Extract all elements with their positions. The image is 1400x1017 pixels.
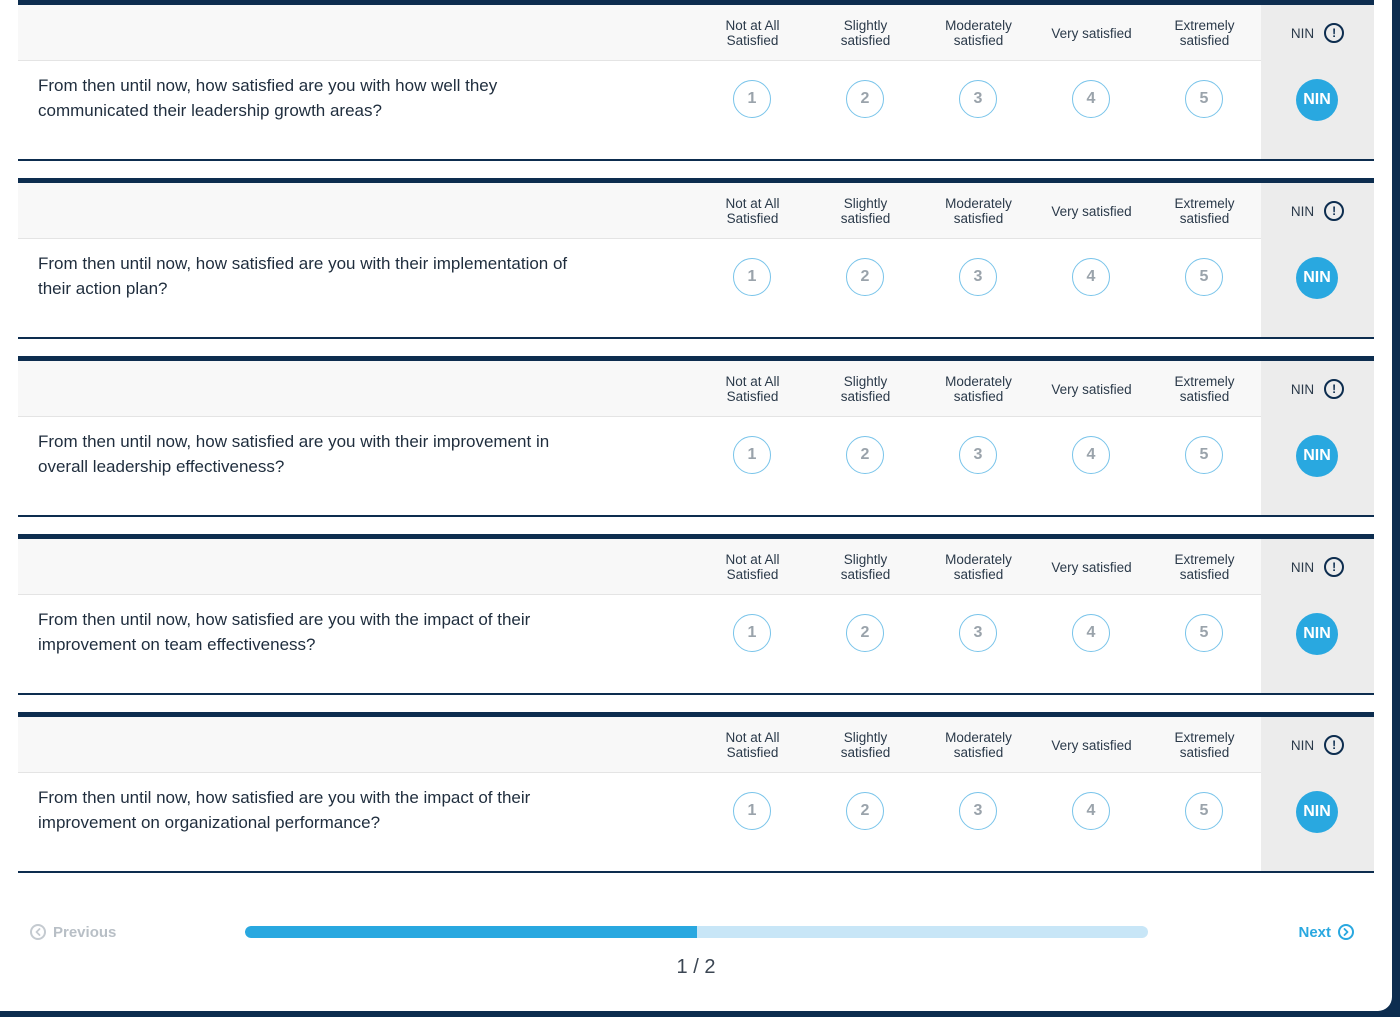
scale-header [18, 717, 1374, 773]
scale-label-line: Satisfied [726, 567, 779, 582]
scale-label [1035, 361, 1148, 417]
next-button[interactable] [1298, 921, 1354, 943]
info-icon[interactable]: ! [1324, 379, 1344, 399]
scale-label [922, 5, 1035, 61]
question-line: improvement on team effectiveness? [38, 635, 316, 654]
scale-label [696, 5, 809, 61]
scale-label-line: satisfied [1179, 567, 1230, 582]
nin-button[interactable]: NIN [1296, 257, 1338, 299]
nin-header [1261, 539, 1374, 595]
previous-label: Previous [53, 923, 117, 941]
scale-header [18, 5, 1374, 61]
nin-header-label: NIN [1290, 381, 1315, 397]
scale-label [696, 183, 809, 239]
scale-label [809, 361, 922, 417]
nin-cell [1261, 595, 1374, 693]
rating-option-4[interactable]: 4 [1072, 436, 1110, 474]
rating-option-2[interactable]: 2 [846, 614, 884, 652]
rating-option-1[interactable]: 1 [733, 614, 771, 652]
scale-label [696, 717, 809, 773]
question-text [38, 785, 678, 835]
question-line: From then until now, how satisfied are you with their implementation of [38, 254, 568, 273]
scale-label-line: Very satisfied [1051, 737, 1132, 753]
previous-button[interactable] [30, 921, 116, 943]
scale-label [922, 361, 1035, 417]
progress-fill [245, 926, 697, 938]
scale-header [18, 183, 1374, 239]
scale-label-line: satisfied [953, 389, 1004, 404]
scale-label-line: Very satisfied [1051, 559, 1132, 575]
scale-label [1148, 361, 1261, 417]
nin-header-label: NIN [1290, 559, 1315, 575]
scale-label-line: satisfied [1179, 211, 1230, 226]
scale-label-line: satisfied [840, 745, 891, 760]
scale-label [809, 717, 922, 773]
scale-label-line: satisfied [953, 33, 1004, 48]
rating-option-5[interactable]: 5 [1185, 258, 1223, 296]
scale-label-line: Satisfied [726, 211, 779, 226]
scale-label-line: Moderately [945, 730, 1012, 745]
scale-label-line: Extremely [1174, 552, 1235, 567]
rating-option-3[interactable]: 3 [959, 614, 997, 652]
chevron-right-icon [1338, 924, 1354, 940]
nin-button[interactable]: NIN [1296, 791, 1338, 833]
rating-option-4[interactable]: 4 [1072, 614, 1110, 652]
rating-option-4[interactable]: 4 [1072, 80, 1110, 118]
nin-cell [1261, 239, 1374, 337]
scale-label-line: Slightly [843, 374, 888, 389]
scale-label-line: Very satisfied [1051, 381, 1132, 397]
scale-label-line: Extremely [1174, 18, 1235, 33]
rating-option-4[interactable]: 4 [1072, 258, 1110, 296]
rating-option-5[interactable]: 5 [1185, 80, 1223, 118]
nin-header [1261, 717, 1374, 773]
chevron-left-icon [30, 924, 46, 940]
scale-label [1148, 717, 1261, 773]
rating-option-3[interactable]: 3 [959, 436, 997, 474]
scale-label-line: satisfied [840, 211, 891, 226]
scale-label [809, 539, 922, 595]
scale-label-line: satisfied [840, 389, 891, 404]
question-text [38, 429, 678, 479]
scale-label-line: Very satisfied [1051, 203, 1132, 219]
question-line: overall leadership effectiveness? [38, 457, 285, 476]
nin-button[interactable]: NIN [1296, 435, 1338, 477]
scale-label [696, 361, 809, 417]
info-icon[interactable]: ! [1324, 735, 1344, 755]
question-block [18, 0, 1374, 161]
rating-option-1[interactable]: 1 [733, 436, 771, 474]
scale-label-line: Moderately [945, 196, 1012, 211]
question-block [18, 356, 1374, 517]
scale-label-line: Slightly [843, 196, 888, 211]
question-block [18, 712, 1374, 873]
nin-button[interactable]: NIN [1296, 613, 1338, 655]
scale-label-line: Extremely [1174, 196, 1235, 211]
scale-label [922, 183, 1035, 239]
scale-label [1035, 5, 1148, 61]
nin-cell [1261, 417, 1374, 515]
scale-label-line: Not at All [725, 730, 780, 745]
nin-header-label: NIN [1290, 25, 1315, 41]
scale-label-line: satisfied [1179, 745, 1230, 760]
page-indicator: 1 / 2 [676, 956, 716, 978]
scale-label [1148, 183, 1261, 239]
scale-label-line: satisfied [953, 211, 1004, 226]
scale-label-line: Extremely [1174, 374, 1235, 389]
rating-option-1[interactable]: 1 [733, 792, 771, 830]
scale-label-line: satisfied [1179, 33, 1230, 48]
rating-option-1[interactable]: 1 [733, 258, 771, 296]
scale-label-line: Satisfied [726, 745, 779, 760]
nin-button[interactable]: NIN [1296, 79, 1338, 121]
scale-label-line: Not at All [725, 196, 780, 211]
question-line: From then until now, how satisfied are you with the impact of their [38, 610, 531, 629]
rating-option-2[interactable]: 2 [846, 258, 884, 296]
nin-cell [1261, 61, 1374, 159]
scale-label-line: satisfied [953, 745, 1004, 760]
scale-label [1148, 5, 1261, 61]
rating-option-1[interactable]: 1 [733, 80, 771, 118]
rating-option-3[interactable]: 3 [959, 258, 997, 296]
question-line: From then until now, how satisfied are you with their improvement in [38, 432, 550, 451]
scale-label [922, 717, 1035, 773]
scale-label [809, 183, 922, 239]
scale-label [1148, 539, 1261, 595]
question-line: their action plan? [38, 279, 168, 298]
scale-label [696, 539, 809, 595]
question-block [18, 534, 1374, 695]
question-text [38, 251, 678, 301]
nin-cell [1261, 773, 1374, 871]
rating-option-5[interactable]: 5 [1185, 792, 1223, 830]
scale-label-line: Slightly [843, 18, 888, 33]
rating-option-2[interactable]: 2 [846, 80, 884, 118]
rating-option-5[interactable]: 5 [1185, 436, 1223, 474]
question-line: communicated their leadership growth areas? [38, 101, 382, 120]
rating-option-3[interactable]: 3 [959, 792, 997, 830]
progress-bar [245, 926, 1148, 938]
rating-option-2[interactable]: 2 [846, 792, 884, 830]
question-block [18, 178, 1374, 339]
scale-label-line: satisfied [953, 567, 1004, 582]
scale-label-line: Satisfied [726, 33, 779, 48]
scale-label [1035, 539, 1148, 595]
question-text [38, 607, 678, 657]
scale-label-line: Not at All [725, 552, 780, 567]
rating-option-2[interactable]: 2 [846, 436, 884, 474]
question-line: improvement on organizational performance? [38, 813, 381, 832]
scale-label-line: Moderately [945, 552, 1012, 567]
next-label: Next [1298, 923, 1331, 941]
scale-label-line: Moderately [945, 374, 1012, 389]
scale-label [809, 5, 922, 61]
nin-header-label: NIN [1290, 737, 1315, 753]
question-line: From then until now, how satisfied are you with how well they [38, 76, 498, 95]
nin-header [1261, 183, 1374, 239]
scale-label [922, 539, 1035, 595]
scale-label-line: Moderately [945, 18, 1012, 33]
scale-label-line: Very satisfied [1051, 25, 1132, 41]
rating-option-5[interactable]: 5 [1185, 614, 1223, 652]
info-icon[interactable]: ! [1324, 201, 1344, 221]
rating-option-4[interactable]: 4 [1072, 792, 1110, 830]
scale-label-line: Not at All [725, 374, 780, 389]
nin-header [1261, 361, 1374, 417]
question-text [38, 73, 678, 123]
scale-label-line: satisfied [840, 567, 891, 582]
nin-header-label: NIN [1290, 203, 1315, 219]
scale-label-line: Slightly [843, 730, 888, 745]
question-line: From then until now, how satisfied are you with the impact of their [38, 788, 531, 807]
nin-header [1261, 5, 1374, 61]
info-icon[interactable]: ! [1324, 23, 1344, 43]
scale-label-line: satisfied [840, 33, 891, 48]
info-icon[interactable]: ! [1324, 557, 1344, 577]
scale-label-line: Extremely [1174, 730, 1235, 745]
scale-label [1035, 717, 1148, 773]
scale-header [18, 361, 1374, 417]
scale-header [18, 539, 1374, 595]
scale-label-line: Not at All [725, 18, 780, 33]
scale-label-line: Slightly [843, 552, 888, 567]
scale-label [1035, 183, 1148, 239]
rating-option-3[interactable]: 3 [959, 80, 997, 118]
scale-label-line: satisfied [1179, 389, 1230, 404]
scale-label-line: Satisfied [726, 389, 779, 404]
